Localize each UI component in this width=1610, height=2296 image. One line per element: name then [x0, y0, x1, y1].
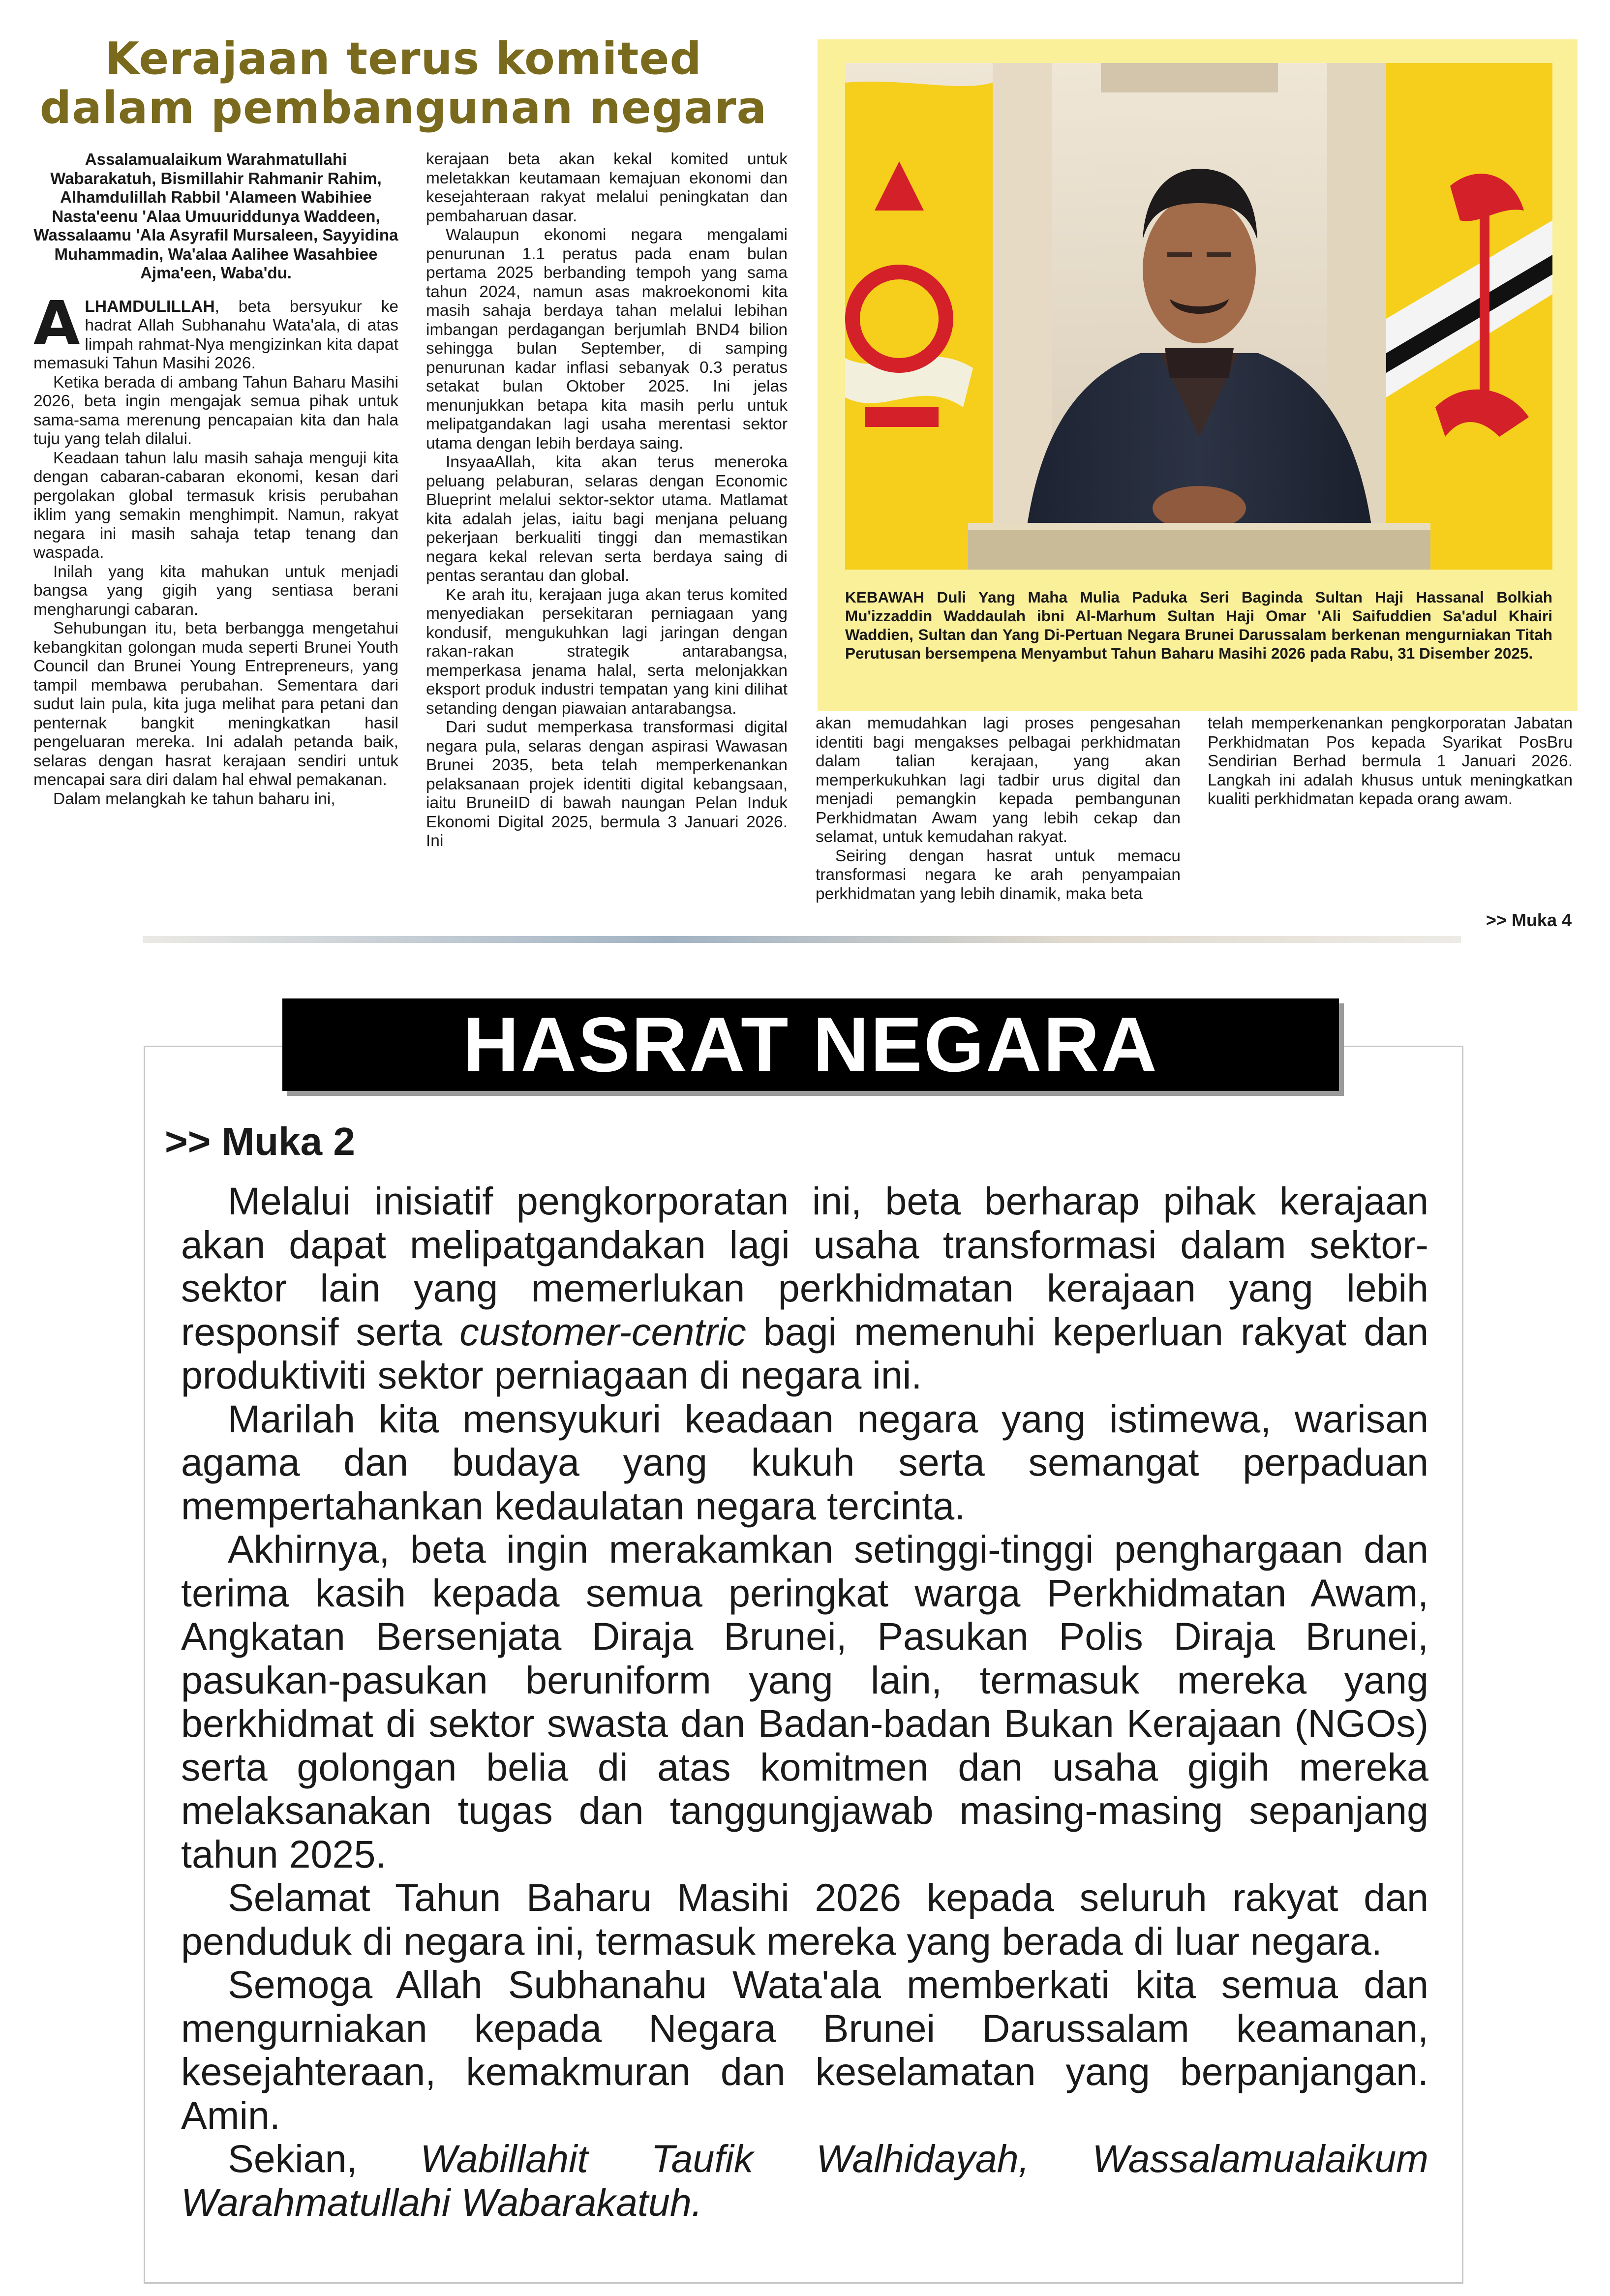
- continuation-text: [181, 1179, 1428, 2224]
- italic-closing: Wabillahit Taufik Walhidayah, Wassalamualaikum Warahmatullahi Wabarakatuh.: [181, 2137, 1428, 2224]
- lead-paragraph: [33, 288, 398, 373]
- closing-paragraph: [181, 2137, 1428, 2224]
- paragraph: Ke arah itu, kerajaan juga akan terus komited menyediakan persekitaran perniagaan yang kondusif, mengukuhkan lagi jaringan dengan rakan-rakan strategik antarabangsa, memperkasa jenama halal, serta melonjakkan eksport produk industri tempatan yang kini dilihat setanding dengan piawaian antarabangsa.: [426, 585, 788, 718]
- lead-text: , beta bersyukur ke hadrat Allah Subhanahu Wata'ala, di atas limpah rahmat-Nya mengizinkan kita dapat memasuki Tahun Masihi 2026.: [33, 297, 398, 372]
- paragraph: InsyaaAllah, kita akan terus meneroka peluang pelaburan, selaras dengan Economic Blueprint melalui sektor-sektor utama. Matlamat kita adalah jelas, iaitu bagi menjana peluang pekerjaan berkualiti tinggi dan memastikan negara kekal relevan serta berdaya saing di pentas serantau dan global.: [426, 453, 788, 585]
- paragraph: Selamat Tahun Baharu Masihi 2026 kepada seluruh rakyat dan penduduk di negara ini, termasuk mereka yang berada di luar negara.: [181, 1875, 1428, 1963]
- lead-caps: LHAMDULILLAH: [85, 297, 215, 316]
- paragraph: Dari sudut memperkasa transformasi digital negara pula, selaras dengan aspirasi Wawasan Brunei 2035, beta telah memperkenankan pelaksanaan projek identiti digital kebangsaan, iaitu BruneiID di bawah naungan Pelan Induk Ekonomi Digital 2025, bermula 3 Januari 2026. Ini: [426, 718, 788, 850]
- paragraph: Walaupun ekonomi negara mengalami penurunan 1.1 peratus pada enam bulan pertama 2025 berbanding tempoh yang sama tahun 2024, namun asas makroekonomi kita masih sahaja berdaya tahan melalui lebihan imbangan perdagangan berjumlah BND4 bilion sehingga bulan September, di samping penurunan kadar inflasi sebanyak 0.3 peratus setakat bulan Oktober 2025. Ini jelas menunjukkan betapa kita masih perlu untuk melipatgandakan lagi usaha merentasi sektor utama dengan lebih berdaya saing.: [426, 226, 788, 453]
- paragraph: Akhirnya, beta ingin merakamkan setinggi-tinggi penghargaan dan terima kasih kepada semua peringkat warga Perkhidmatan Awam, Angkatan Bersenjata Diraja Brunei, Pasukan Polis Diraja Brunei, pasukan-pasukan beruniform yang lain, termasuk mereka yang berkhidmat di sektor swasta dan Badan-badan Bukan Kerajaan (NGOs) serta golongan belia di atas komitmen dan usaha gigih mereka melaksanakan tugas dan tanggungjawab masing-masing sepanjang tahun 2025.: [181, 1527, 1428, 1876]
- article-column-4: [1208, 714, 1573, 809]
- paragraph: Inilah yang kita mahukan untuk menjadi bangsa yang gigih yang sentiasa berani mengharungi cabaran.: [33, 562, 398, 619]
- text-run: Sekian,: [228, 2137, 421, 2180]
- article-column-1: [33, 150, 398, 809]
- paragraph: Dalam melangkah ke tahun baharu ini,: [53, 789, 335, 808]
- continued-to-label: >> Muka 4: [1486, 910, 1572, 930]
- paragraph: Semoga Allah Subhanahu Wata'ala memberkati kita semua dan mengurniakan kepada Negara Brunei Darussalam keamanan, kesejahteraan, kemakmuran dan keselamatan yang berpanjangan. Amin.: [181, 1963, 1428, 2137]
- sultan-photo: [845, 63, 1552, 570]
- decorative-strip: [143, 936, 1461, 943]
- photo-caption: KEBAWAH Duli Yang Maha Mulia Paduka Seri Baginda Sultan Haji Hassanal Bolkiah Mu'izzaddin Waddaulah ibni Al-Marhum Sultan Haji Omar 'Ali Saifuddien Sa'adul Khairi Waddien, Sultan dan Yang Di-Pertuan Negara Brunei Darussalam berkenan mengurniakan Titah Perutusan bersempena Menyambut Tahun Baharu Masihi 2026 pada Rabu, 31 Disember 2025.: [845, 588, 1552, 662]
- headline: [30, 34, 777, 133]
- paragraph: Marilah kita mensyukuri keadaan negara yang istimewa, warisan agama dan budaya yang kukuh serta semangat perpaduan mempertahankan kedaulatan negara tercinta.: [181, 1396, 1428, 1528]
- paragraph: Sehubungan itu, beta berbangga mengetahui kebangkitan golongan muda seperti Brunei Youth Council dan Brunei Young Entrepreneurs, yang tampil membawa perubahan. Sementara dari sudut lain pula, kita juga melihat para petani dan penternak bangkit meningkatkan hasil pengeluaran mereka. Ini adalah petanda baik, selaras dengan hasrat kerajaan sendiri untuk mencapai sara diri dalam hal ehwal pemakanan.: [33, 619, 398, 789]
- text-run: Melalui inisiatif pengkorporatan ini, beta berharap pihak kerajaan akan dapat melipatgandakan lagi usaha transformasi dalam sektor-sektor lain yang memerlukan perkhidmatan kerajaan yang lebih responsif serta: [181, 1179, 1428, 1354]
- paragraph: Ketika berada di ambang Tahun Baharu Masihi 2026, beta ingin mengajak semua pihak untuk sama-sama merenung pencapaian kita dan hala tuju yang telah dilalui.: [33, 373, 398, 448]
- article-column-2: [426, 150, 788, 851]
- continued-from-label: >> Muka 2: [165, 1119, 355, 1163]
- salutation: Assalamualaikum Warahmatullahi Wabarakatuh, Bismillahir Rahmanir Rahim, Alhamdulillah Rabbil 'Alameen Wabihiee Nasta'eenu 'Alaa Umuuriddunya Waddeen, Wassalaamu 'Ala Asyrafil Mursaleen, Sayyidina Muhammadin, Wa'alaa Aalihee Wasahbiee Ajma'een, Waba'du.: [33, 150, 398, 282]
- text-run: bagi memenuhi keperluan rakyat dan produktiviti sektor perniagaan di negara ini.: [181, 1309, 1428, 1397]
- paragraph: telah memperkenankan pengkorporatan Jabatan Perkhidmatan Pos kepada Syarikat PosBru Sendirian Berhad bermula 1 Januari 2026. Langkah ini adalah khusus untuk meningkatkan kualiti perkhidmatan kepada orang awam.: [1208, 714, 1573, 808]
- paragraph: akan memudahkan lagi proses pengesahan identiti bagi mengakses pelbagai perkhidmatan dalam talian kerajaan, yang akan memperkukuhkan lagi tadbir urus digital dan menjadi pemangkin kepada pembangunan Perkhidmatan Awam yang lebih cekap dan selamat, untuk kemudahan rakyat.: [816, 714, 1181, 846]
- paragraph: Seiring dengan hasrat untuk memacu transformasi negara ke arah penyampaian perkhidmatan yang lebih dinamik, maka beta: [816, 846, 1181, 903]
- section-banner: HASRAT NEGARA: [282, 998, 1339, 1091]
- article-column-3: [816, 714, 1181, 904]
- paragraph: kerajaan beta akan kekal komited untuk meletakkan keutamaan kemajuan ekonomi dan kesejahteraan rakyat melalui peningkatan dan pembaharuan dasar.: [426, 150, 788, 225]
- paragraph: [181, 1179, 1428, 1397]
- paragraph: Keadaan tahun lalu masih sahaja menguji kita dengan cabaran-cabaran ekonomi, kesan dari pergolakan global termasuk krisis perubahan iklim yang semakin menghimpit. Namun, rakyat negara ini masih sahaja tetap tenang dan waspada.: [33, 449, 398, 562]
- italic-term: customer-centric: [459, 1309, 746, 1354]
- headline-line-2: dalam pembangunan negara: [39, 82, 767, 134]
- drop-cap: A: [33, 288, 80, 358]
- headline-line-1: Kerajaan terus komited: [105, 33, 702, 85]
